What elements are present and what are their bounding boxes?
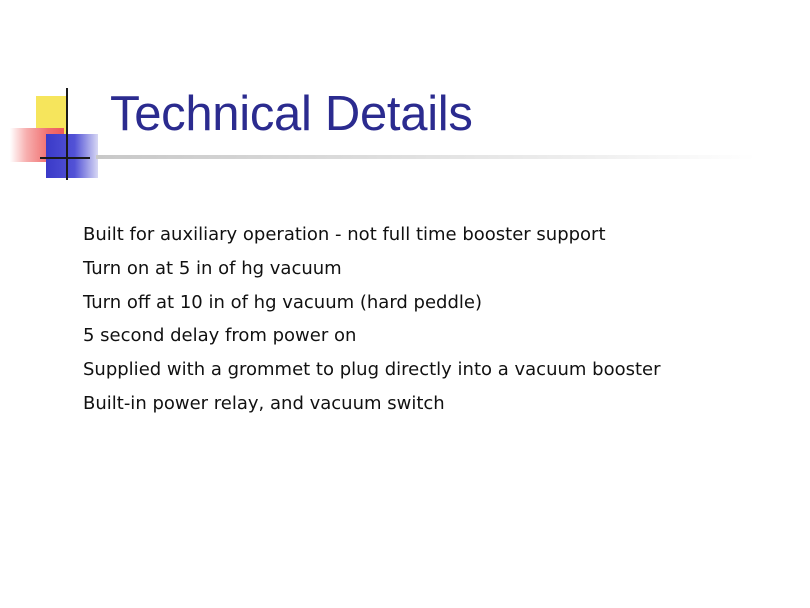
bullet-item: Built-in power relay, and vacuum switch [83, 392, 445, 414]
bullet-item: Built for auxiliary operation - not full time booster support [83, 224, 606, 245]
bullet-item: Turn on at 5 in of hg vacuum [83, 257, 342, 279]
slide-title: Technical Details [110, 87, 473, 141]
blue-square-decoration [46, 134, 98, 178]
title-underline [96, 155, 756, 159]
bullet-item: 5 second delay from power on [83, 325, 357, 347]
bullet-item: Supplied with a grommet to plug directly into a vacuum booster [83, 359, 661, 381]
bullet-item: Turn off at 10 in of hg vacuum (hard peddle) [83, 291, 483, 313]
slide-decoration-logo [0, 0, 120, 190]
horizontal-line-decoration [40, 157, 90, 159]
bullet-list [83, 218, 661, 421]
vertical-line-decoration [66, 88, 68, 180]
